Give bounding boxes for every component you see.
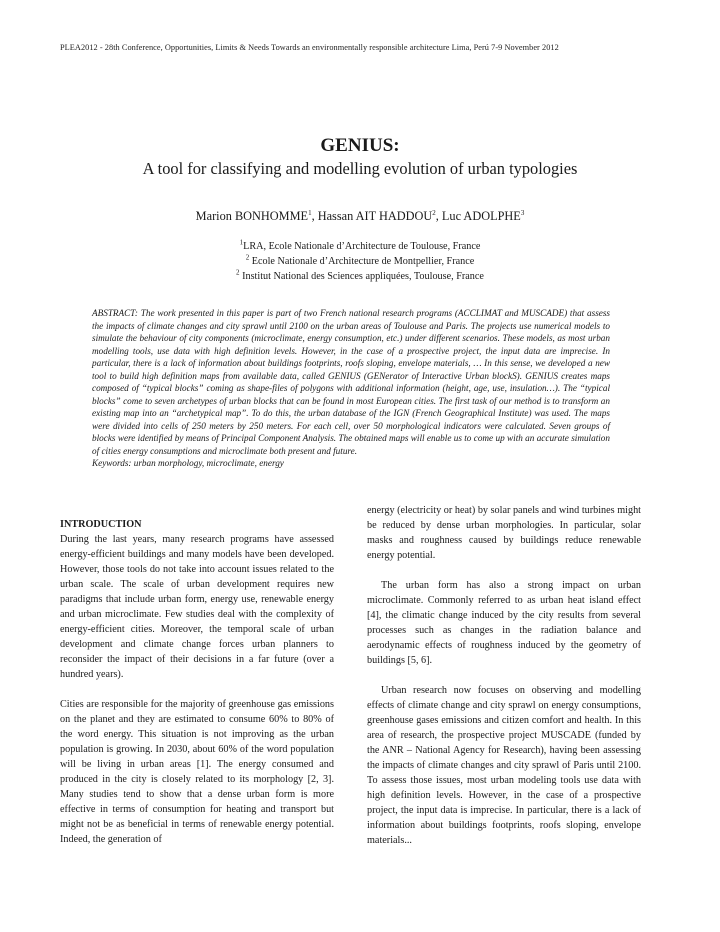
affiliation [0,239,720,254]
affiliation-list [0,239,720,284]
author-affil-mark: 3 [520,208,525,217]
author-affil-mark: 1 [308,208,312,217]
keywords: Keywords: urban morphology, microclimate, energy [92,458,284,468]
section-heading-introduction: INTRODUCTION [60,519,142,530]
author-affil-mark: 2 [432,208,436,217]
body-paragraph: During the last years, many research programs have assessed energy-efficient buildings and many models have been developed. However, those tools do not take into account issues related to the urban scale. The scale of urban development requires new paradigms that include urban form, energy use, renewable energy and urban microclimate. Few studies deal with the complexity of energy-efficient cities. Moreover, the temporal scale of urban development and climate change forces urban planners to reconsider the impact of their decisions in a far future (over a hundred years). [60,534,334,680]
author-name: Hassan AIT HADDOU [317,209,433,223]
running-header: PLEA2012 - 28th Conference, Opportunities, Limits & Needs Towards an environmentally responsible architecture Lima, Perú 7-9 November 2012 [60,43,559,52]
body-paragraph: Urban research now focuses on observing and modelling effects of climate change and city sprawl on energy consumptions, greenhouse gases emissions and citizen comfort and health. In this area of research, the prospective project MUSCADE (funded by the ANR – National Agency for Research), having been assessing the impacts of climate changes and city sprawl of Paris until 2100. To assess those issues, most urban modeling tools use data with high definition levels. However, in the case of a prospective project, the input data is imprecise. In particular, there is a lack of information about buildings footprints, roofs sloping, envelope materials... [367,685,641,846]
abstract-text: ABSTRACT: The work presented in this paper is part of two French national research programs (ACCLIMAT and MUSCADE) that assess the impacts of climate changes and city sprawl until 2100 on the urban areas of Toulouse and Paris. The projects use numerical models to simulate the behaviour of city components (microclimate, energy consumption, etc.) under different scenarios. These models, as most urban modelling tools, use data with high definition levels. However, in the case of a prospective project, the input data are imprecise. In particular, there is a lack of information about buildings footprints, roofs sloping, envelope materials, … In this sense, we developed a new tool to build high definition maps from available data, called GENIUS (GENerator of Interactive Urban blockS). GENIUS creates maps composed of “typical blocks” coming as shape-files of polygons with additional information (height, age, use, insulation…). The “typical blocks” come to seven archetypes of urban blocks that can be found in most European cities. The first task of our method is to transform an existing map into an “archetypical map”. To do this, the urban database of the IGN (French Geographical Institute) was used. The maps were divided into cells of 250 meters by 250 meters. For each cell, over 50 morphological indicators were calculated. Seven groups of blocks were identified by means of Principal Component Analysis. The obtained maps will enable us to come up with an accurate simulation of cities energy consumptions and microclimate both present and future. [92,308,610,456]
left-column [60,517,334,862]
affiliation-text: LRA, Ecole Nationale d’Architecture de Toulouse, France [243,241,481,252]
body-paragraph: energy (electricity or heat) by solar panels and wind turbines might be reduced by dense urban morphologies. In particular, solar masks and roughness caused by buildings reduce renewable energy potential. [367,505,641,561]
affiliation-mark: 2 [245,253,250,262]
author-separator: , [435,209,442,223]
author-list [0,209,720,224]
affiliation [0,254,720,269]
body-paragraph: The urban form has also a strong impact on urban microclimate. Commonly referred to as urban heat island effect [4], the climatic change induced by the city results from several processes such as changes in the radiation balance and aerodynamic effects of roughness induced by the geometry of buildings [5, 6]. [367,580,641,666]
affiliation-mark: 1 [239,238,244,247]
author-name: Marion BONHOMME [195,209,309,223]
affiliation-mark: 2 [236,268,240,277]
author-separator: , [311,209,318,223]
abstract-block [92,307,610,470]
affiliation-text: Institut National des Sciences appliquées, Toulouse, France [239,271,484,282]
author-name: Luc ADOLPHE [441,209,521,223]
paper-title: GENIUS: [320,135,400,156]
paper-subtitle: A tool for classifying and modelling evolution of urban typologies [142,159,578,178]
right-column [367,503,641,863]
body-paragraph: Cities are responsible for the majority of greenhouse gas emissions on the planet and they are estimated to consume 60% to 80% of the word energy. This situation is not improving as the urban population is growing. In 2030, about 60% of the word population will be living in urban areas [1]. The energy consumed and produced in the city is closely related to its morphology [2, 3]. Many studies tend to show that a dense urban form is more effective in terms of consumption for heating and transport but might not be as beneficial in terms of renewable energy potential. Indeed, the generation of [60,699,334,845]
affiliation-text: Ecole Nationale d’Architecture de Montpellier, France [249,256,475,267]
affiliation [0,269,720,284]
